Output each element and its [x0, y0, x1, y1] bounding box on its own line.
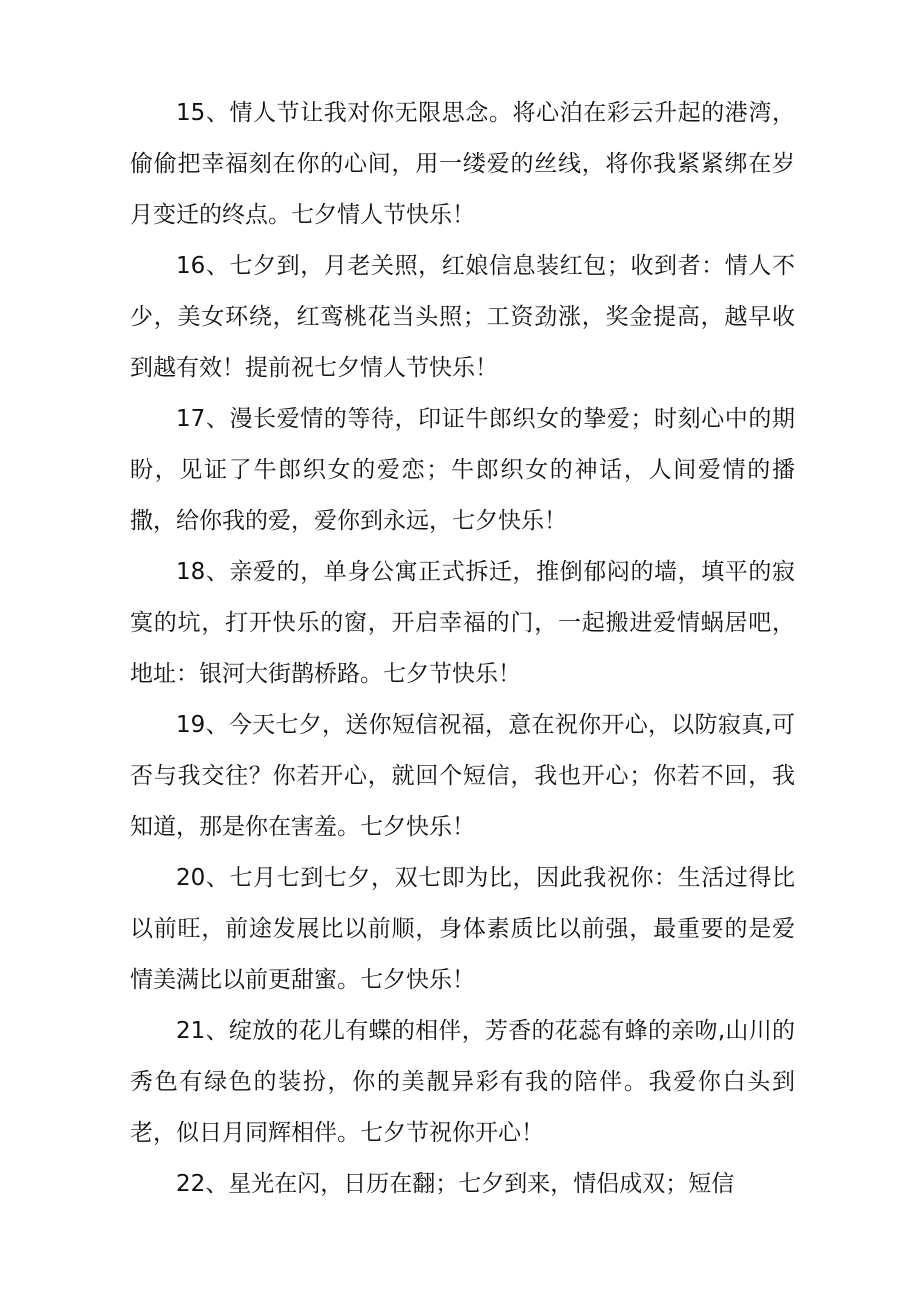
paragraph-20: 20、七月七到七夕，双七即为比，因此我祝你：生活过得比以前旺，前途发展比以前顺，身体素质比以前强，最重要的是爱情美满比以前更甜蜜。七夕快乐！	[130, 865, 795, 993]
paragraph-15: 15、情人节让我对你无限思念。将心泊在彩云升起的港湾，偷偷把幸福刻在你的心间，用一缕爱的丝线，将你我紧紧绑在岁月变迁的终点。七夕情人节快乐！	[130, 100, 795, 228]
paragraph-18: 18、亲爱的，单身公寓正式拆迁，推倒郁闷的墙，填平的寂寞的坑，打开快乐的窗，开启幸福的门，一起搬进爱情蜗居吧，地址：银河大街鹊桥路。七夕节快乐！	[130, 559, 795, 687]
paragraph-21: 21、绽放的花儿有蝶的相伴，芳香的花蕊有蜂的亲吻,山川的秀色有绿色的装扮，你的美靓异彩有我的陪伴。我爱你白头到老，似日月同辉相伴。七夕节祝你开心！	[130, 1018, 795, 1146]
paragraph-19: 19、今天七夕，送你短信祝福，意在祝你开心，以防寂真,可否与我交往？你若开心，就回个短信，我也开心；你若不回，我知道，那是你在害羞。七夕快乐！	[130, 712, 795, 840]
paragraph-22: 22、星光在闪，日历在翻；七夕到来，情侣成双；短信	[176, 1171, 735, 1197]
paragraph-17: 17、漫长爱情的等待，印证牛郎织女的挚爱；时刻心中的期盼，见证了牛郎织女的爱恋；牛郎织女的神话，人间爱情的播撒，给你我的爱，爱你到永远，七夕快乐！	[130, 406, 795, 534]
paragraph-16: 16、七夕到，月老关照，红娘信息装红包；收到者：情人不少，美女环绕，红鸾桃花当头照；工资劲涨，奖金提高，越早收到越有效！提前祝七夕情人节快乐！	[130, 253, 795, 381]
document-body	[130, 88, 795, 1210]
